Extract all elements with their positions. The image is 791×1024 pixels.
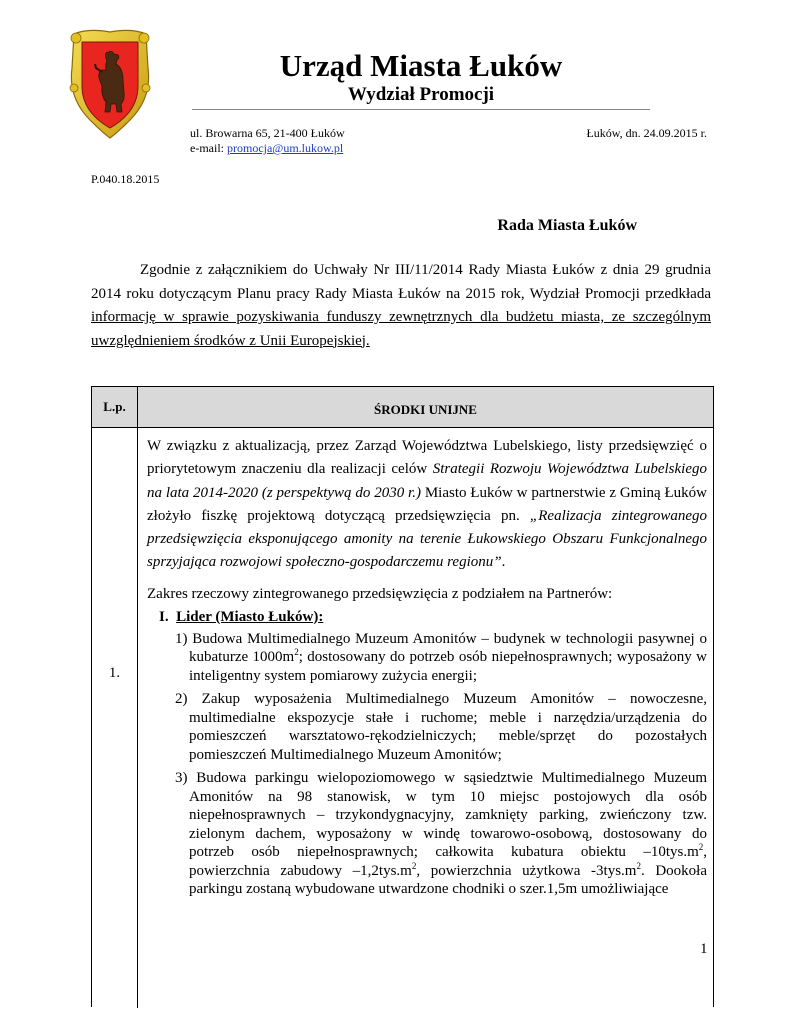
addressee: Rada Miasta Łuków	[497, 217, 637, 234]
email-label: e-mail:	[190, 141, 227, 155]
coat-of-arms-logo	[68, 28, 152, 140]
funding-table	[91, 386, 714, 1007]
document-date: Łuków, dn. 24.09.2015 r.	[586, 126, 707, 140]
leader-numeral: I.	[159, 608, 169, 625]
department-title: Wydział Promocji	[347, 84, 495, 105]
row-number: 1.	[108, 665, 121, 681]
header-divider	[192, 109, 650, 110]
office-title: Urząd Miasta Łuków	[279, 48, 563, 83]
intro-underlined-subject: informację w sprawie pozyskiwania funduszy zewnętrznych dla budżetu miasta, ze szczególnym uwzględnieniem środków z Unii Europejskiej.	[91, 309, 711, 349]
scope-intro: Zakres rzeczowy zintegrowanego przedsięwzięcia z podziałem na Partnerów:	[147, 585, 613, 602]
reference-number: P.040.18.2015	[91, 172, 160, 186]
list-item: 3) Budowa parkingu wielopoziomowego w sąsiedztwie Multimedialnego Muzeum Amonitów na 98 stanowisk, w tym 10 miejsc postojowych dla osób niepełnosprawnych – trzykondygnacyjny, zamknięty parking, zwieńczony tzw. zielonym dachem, wyposażony w windę towarowo-osobową, dostosowany do potrzeb osób niepełnosprawnych; całkowita kubatura obiektu $-10tys.m^2$, powierzchnia zabudowy $-1,2tys.m^2$, powierzchnia użytkowa $-3tys.m^2$. Dookoła parkingu zostaną wybudowane utwardzone chodniki o szer.1,5m umożliwiające	[175, 770, 707, 898]
desc-text-c: Miasto Łuków w partnerstwie z Gminą Łuków złożyło fiszkę projektową dotyczącą przedsięwzięcia pn.	[147, 484, 708, 524]
leader-label: Lider (Miasto Łuków):	[176, 608, 324, 625]
header-cell-lp: L.p.	[92, 387, 138, 428]
strategy-title: Strategii Rozwoju Województwa Lubelskiego na lata 2014-2020 (z perspektywą do 2030 r.)	[147, 461, 707, 501]
table-cell-content	[147, 435, 707, 899]
desc-text-e: .	[501, 554, 506, 571]
email-link[interactable]: promocja@um.lukow.pl	[226, 141, 344, 155]
intro-text: Zgodnie z załącznikiem do Uchwały Nr III/11/2014 Rady Miasta Łuków z dnia 29 grudnia 2014 roku dotyczącym Planu pracy Rady Miasta Łuków na 2015 rok, Wydział Promocji przedkłada	[91, 262, 711, 302]
leader-heading	[159, 606, 707, 628]
email-line	[190, 141, 343, 156]
desc-text-a: W związku z aktualizacją, przez Zarząd Województwa Lubelskiego, listy przedsięwzięć o priorytetowym znaczeniu dla realizacji celów	[147, 438, 707, 478]
office-address: ul. Browarna 65, 21-400 Łuków	[190, 126, 345, 140]
list-item: 1) Budowa Multimedialnego Muzeum Amonitów – budynek w technologii pasywnej o kubaturze $1000m^2$; dostosowany do potrzeb osób niepełnosprawnych; wyposażony w inteligentny system pomiarowy zużycia energii;	[175, 630, 707, 684]
project-description	[147, 435, 707, 575]
column-divider	[137, 428, 138, 1008]
intro-paragraph	[91, 259, 711, 353]
page-number: 1	[700, 941, 708, 957]
header-cell-eu-funds: ŚRODKI UNIJNE	[138, 387, 713, 428]
list-item: 2) Zakup wyposażenia Multimedialnego Muzeum Amonitów – nowoczesne, multimedialne ekspozycje stałe i ruchome; meble i narzędzia/urządzenia do pomieszczeń warsztatowo-rękodzielniczych; meble/sprzęt do pozostałych pomieszczeń Multimedialnego Muzeum Amonitów;	[175, 691, 707, 763]
project-title: „Realizacja zintegrowanego przedsięwzięcia eksponującego amonity na terenie Łukowskiego Obszaru Funkcjonalnego sprzyjająca rozwojowi społeczno-gospodarczemu regionu”	[147, 507, 708, 571]
